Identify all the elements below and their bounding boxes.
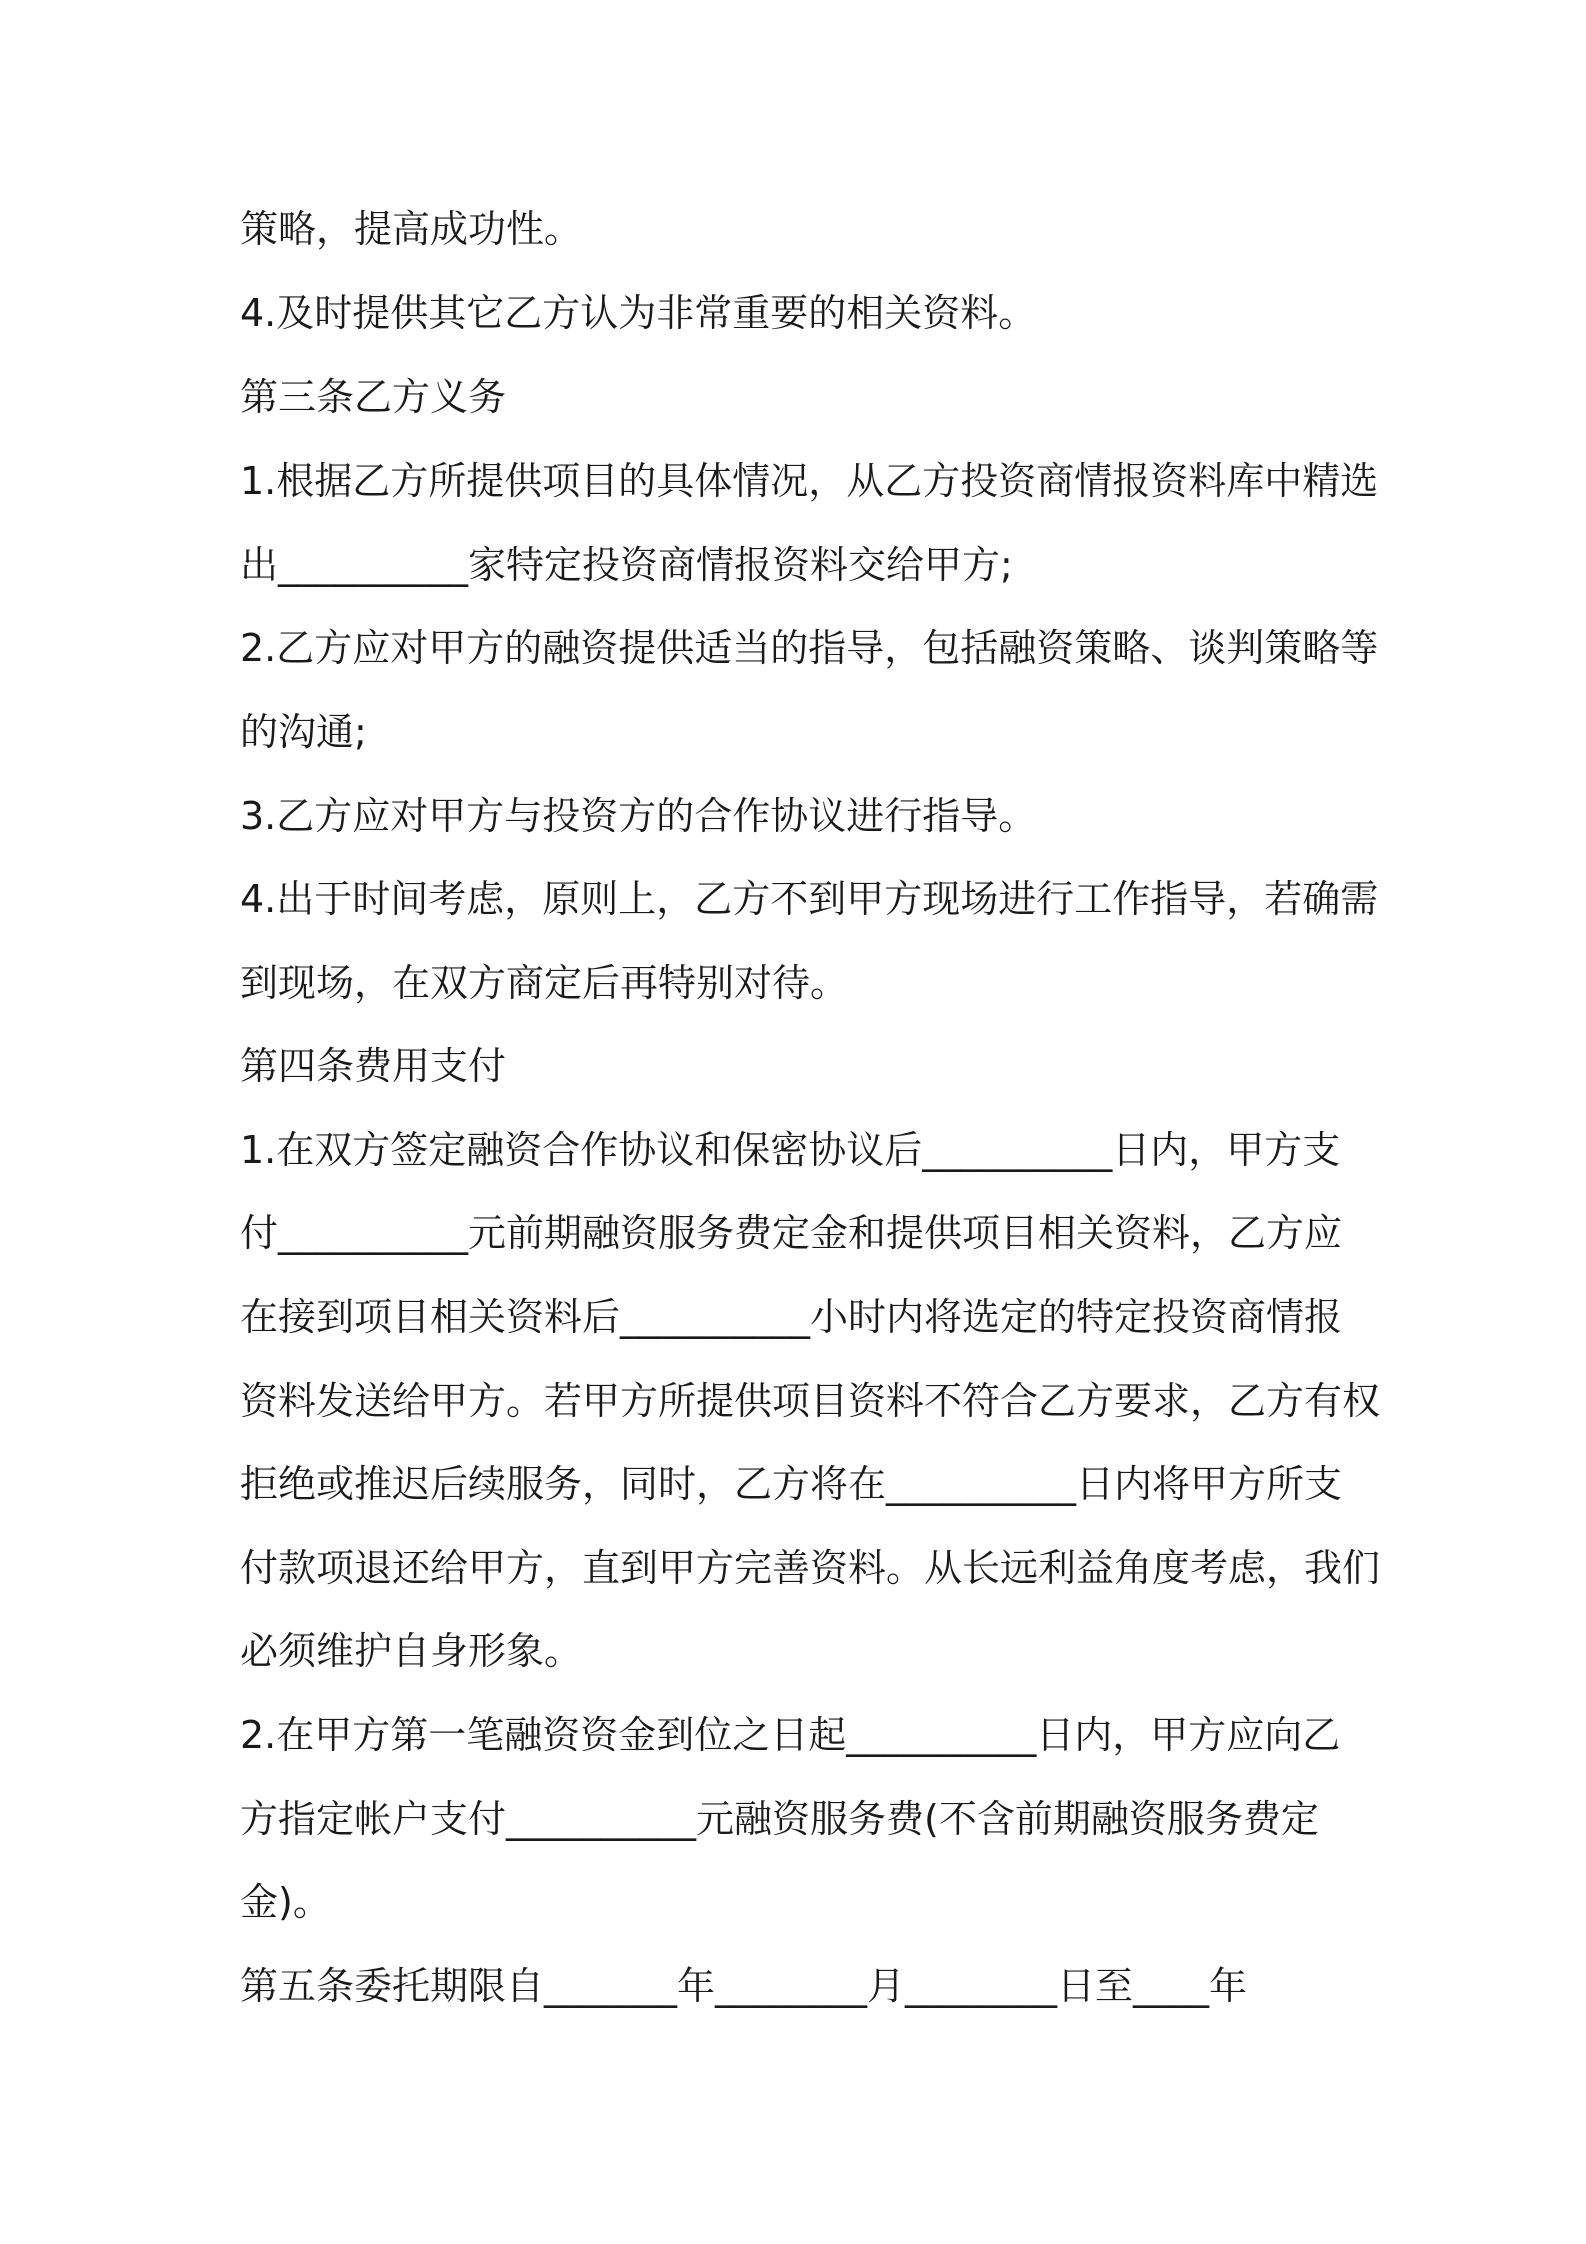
text-line: 拒绝或推迟后续服务，同时，乙方将在__________日内将甲方所支 xyxy=(240,1462,1343,1506)
section-heading: 第四条费用支付 xyxy=(240,1044,507,1088)
text-line: 付__________元前期融资服务费定金和提供项目相关资料，乙方应 xyxy=(240,1211,1343,1255)
text-line: 1.根据乙方所提供项目的具体情况，从乙方投资商情报资料库中精选 xyxy=(240,459,1379,503)
text-line: 的沟通; xyxy=(240,710,367,754)
text-line: 金)。 xyxy=(240,1880,331,1924)
text-line: 资料发送给甲方。若甲方所提供项目资料不符合乙方要求，乙方有权 xyxy=(240,1379,1381,1423)
section-heading: 第三条乙方义务 xyxy=(240,375,507,419)
text-line: 方指定帐户支付__________元融资服务费(不含前期融资服务费定 xyxy=(240,1797,1319,1841)
text-line: 1.在双方签定融资合作协议和保密协议后__________日内，甲方支 xyxy=(240,1128,1341,1172)
text-line: 到现场，在双方商定后再特别对待。 xyxy=(240,961,849,1005)
text-line: 出__________家特定投资商情报资料交给甲方; xyxy=(240,543,1013,587)
text-line: 4.及时提供其它乙方认为非常重要的相关资料。 xyxy=(240,291,1037,335)
text-line: 2.在甲方第一笔融资资金到位之日起__________日内，甲方应向乙 xyxy=(240,1713,1341,1757)
text-line: 3.乙方应对甲方与投资方的合作协议进行指导。 xyxy=(240,794,1037,838)
text-line: 必须维护自身形象。 xyxy=(240,1629,583,1673)
text-line: 2.乙方应对甲方的融资提供适当的指导，包括融资策略、谈判策略等 xyxy=(240,626,1379,670)
text-line: 策略，提高成功性。 xyxy=(240,207,583,251)
text-line: 在接到项目相关资料后__________小时内将选定的特定投资商情报 xyxy=(240,1295,1343,1339)
text-line: 4.出于时间考虑，原则上，乙方不到甲方现场进行工作指导，若确需 xyxy=(240,877,1379,921)
text-line: 付款项退还给甲方，直到甲方完善资料。从长远利益角度考虑，我们 xyxy=(240,1546,1381,1590)
section-heading: 第五条委托期限自_______年________月________日至____年 xyxy=(240,1964,1248,2008)
